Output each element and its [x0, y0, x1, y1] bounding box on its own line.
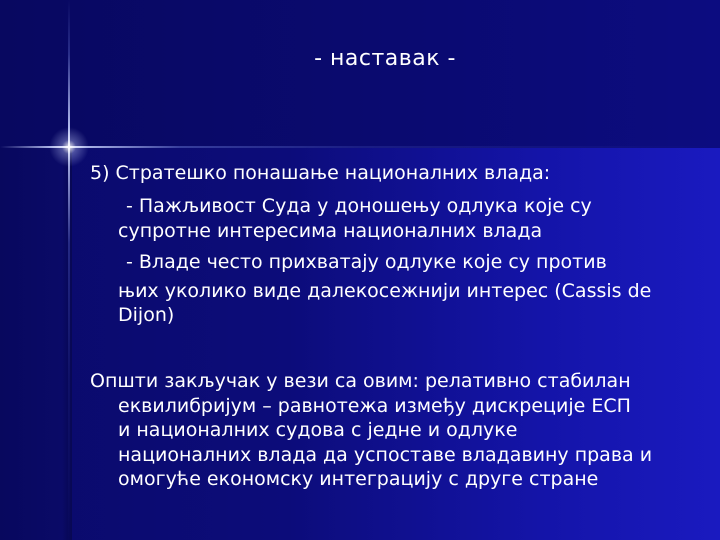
- slide-top-band: [0, 0, 720, 148]
- sparkle-horizontal-line: [0, 146, 720, 148]
- slide-title: - наставак -: [314, 46, 456, 71]
- conclusion-line-5: омогуће економску интеграцију с друге стране: [118, 468, 599, 490]
- slide-left-band-edge: [62, 148, 72, 540]
- conclusion-line-1: Општи закључак у вези са овим: релативно стабилан: [90, 370, 631, 392]
- point-5-item-2-line-2: њих уколико виде далекосежнији интерес (Cassis de: [118, 280, 652, 302]
- point-5-item-2-line-1: - Владе често прихватају одлуке које су против: [126, 251, 607, 273]
- conclusion-line-2: еквилибријум – равнотежа између дискреције ЕСП: [118, 394, 631, 417]
- sparkle-star-icon: [49, 127, 89, 167]
- conclusion-line-3: и националних судова с једне и одлуке: [118, 419, 518, 441]
- slide-left-band: [0, 148, 68, 540]
- point-5-item-1-line-2: супротне интересима националних влада: [118, 220, 543, 242]
- conclusion-line-4: националних влада да успоставе владавину права и: [118, 443, 653, 466]
- conclusion-paragraph: [90, 369, 652, 492]
- sparkle-vertical-line: [68, 0, 70, 540]
- point-5-heading: 5) Стратешко понашање националних влада:: [90, 162, 551, 184]
- point-5-item-2-line-3: Dijon): [118, 304, 175, 326]
- point-5-item-1-line-1: - Пажљивост Суда у доношењу одлука које су: [126, 195, 592, 217]
